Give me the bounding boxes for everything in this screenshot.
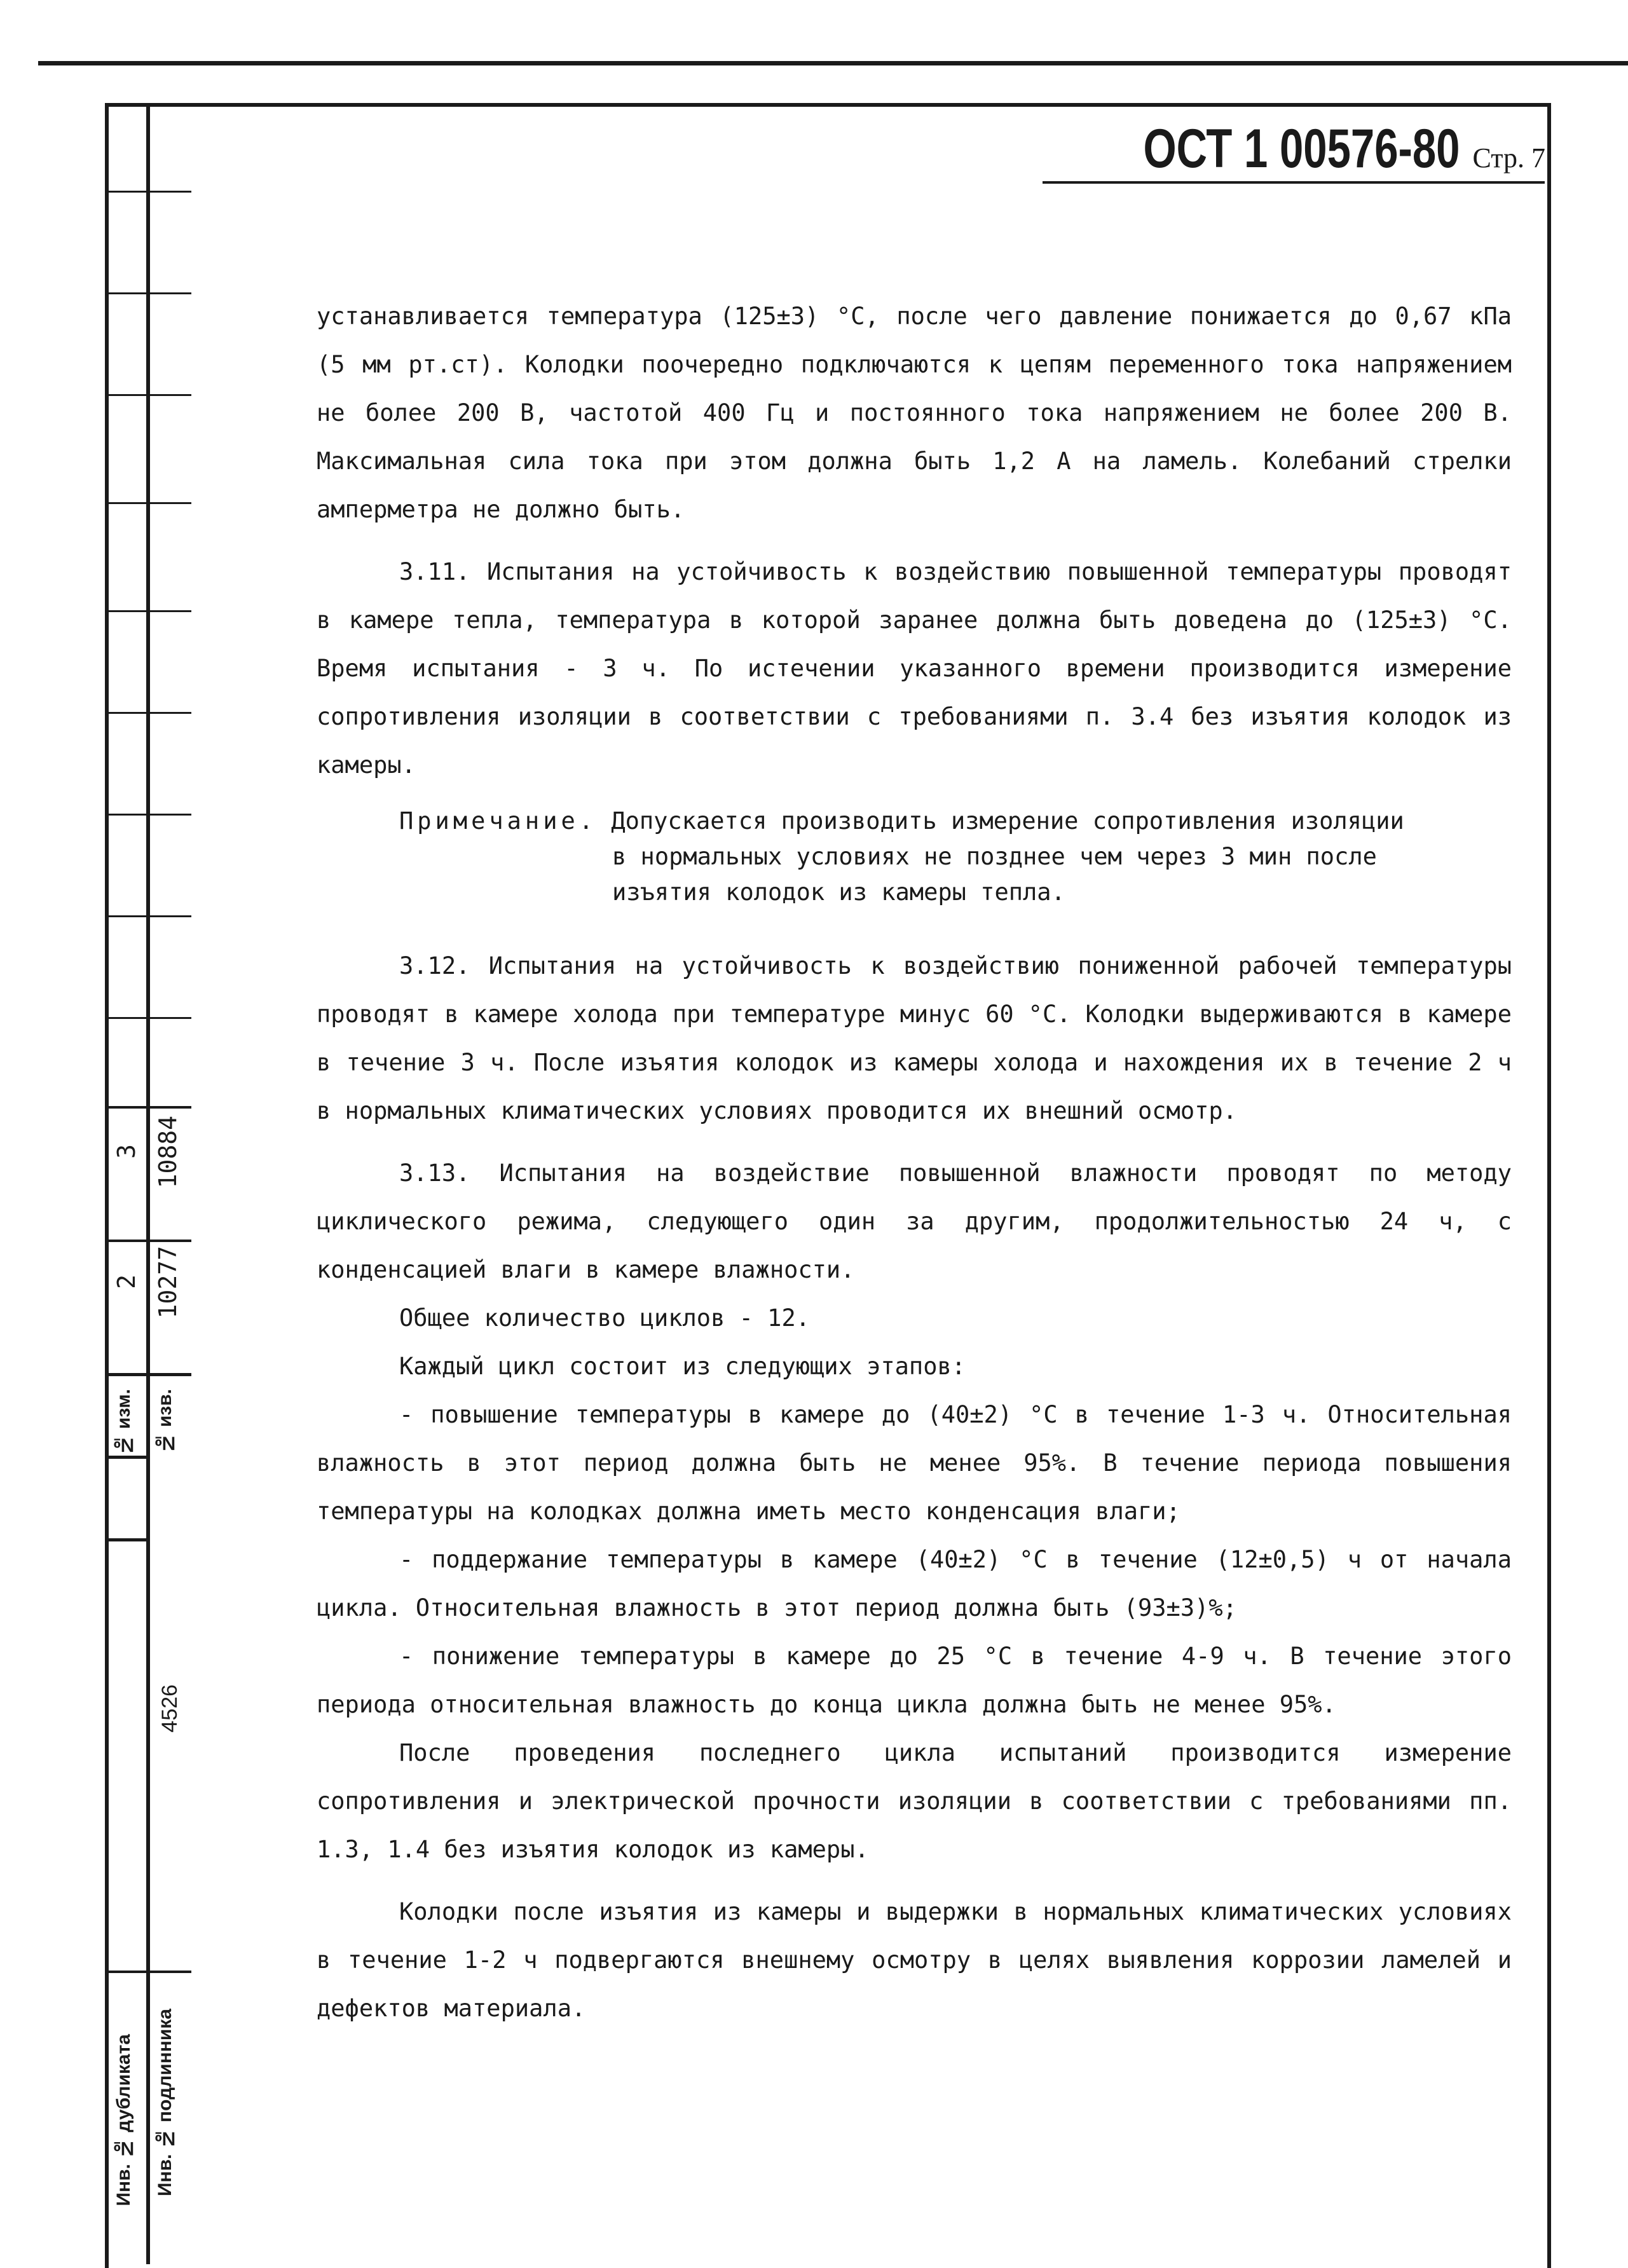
cycle-count: Общее количество циклов - 12. — [399, 1304, 811, 1332]
header-rule — [1043, 181, 1545, 184]
top-border-line — [38, 61, 1628, 65]
change-number: 3 — [113, 1144, 140, 1159]
strip-rule — [105, 191, 191, 193]
strip-rule — [105, 1017, 191, 1019]
strip-rule — [105, 1373, 191, 1376]
final-paragraph: Колодки после изъятия из камеры и выдержки в нормальных климатических условиях в течение 1-2 ч подвергаются внешнему осмотру в целях выявления коррозии ламелей и дефектов материала. — [317, 1898, 1512, 2022]
stage-item: - повышение температуры в камере до (40±2) °С в течение 1-3 ч. Относительная влажность в этот период должна быть не менее 95%. В течение периода повышения температуры на колодках должна иметь место конденсация влаги; — [317, 1401, 1512, 1525]
notice-no-label: № изв. — [154, 1389, 175, 1454]
document-code: ОСТ 1 00576-80 — [1143, 118, 1460, 179]
strip-rule — [105, 915, 191, 917]
change-no-label: № изм. — [113, 1389, 134, 1456]
section-3-13: 3.13. Испытания на воздействие повышенной влажности проводят по методу циклического режима, следующего один за другим, продолжительностью 24 ч, с конденсацией влаги в камере влажности. — [317, 1159, 1512, 1283]
notice-number: 10277 — [154, 1246, 182, 1319]
strip-rule — [105, 1538, 150, 1541]
section-3-11: 3.11. Испытания на устойчивость к воздействию повышенной температуры проводят в камере тепла, температура в которой заранее должна быть доведена до (125±3) °С. Время испытания - 3 ч. По истечении указанного времени производится измерение сопротивления изоляции в соответствии с требованиями п. 3.4 без изъятия колодок из камеры. — [317, 558, 1512, 779]
note-line: в нормальных условиях не позднее чем через 3 мин после — [612, 843, 1377, 870]
duplicate-inventory-label: Инв. № дубликата — [113, 2034, 134, 2206]
strip-rule — [105, 814, 191, 816]
strip-rule — [105, 610, 191, 612]
stage-item: - понижение температуры в камере до 25 °С в течение 4-9 ч. В течение этого периода относительная влажность до конца цикла должна быть не менее 95%. — [317, 1643, 1512, 1718]
note-line: изъятия колодок из камеры тепла. — [612, 878, 1065, 906]
document-body — [317, 292, 1512, 2047]
strip-line-outer-lower — [105, 1538, 109, 2237]
page-number: Стр. 7 — [1472, 142, 1545, 174]
strip-rule — [105, 1456, 150, 1459]
original-inventory-label: Инв. № подлинника — [154, 2009, 175, 2197]
note-label: Примечание. — [399, 807, 598, 835]
stage-item: - поддержание температуры в камере (40±2) °С в течение (12±0,5) ч от начала цикла. Относительная влажность в этот период должна быть (93±3)%; — [317, 1546, 1512, 1622]
strip-rule — [105, 1240, 191, 1242]
strip-rule — [105, 292, 191, 294]
page-header — [1054, 118, 1545, 181]
note-line: Допускается производить измерение сопротивления изоляции — [611, 807, 1404, 835]
paragraph-continuation: устанавливается температура (125±3) °С, после чего давление понижается до 0,67 кПа (5 мм рт.ст). Колодки поочередно подключаются к цепям переменного тока напряжением не более 200 В, частотой 400 Гц и постоянного тока напряжением не более 200 В. Максимальная сила тока при этом должна быть 1,2 А на ламель. Колебаний стрелки амперметра не должно быть. — [317, 303, 1512, 523]
strip-rule — [105, 1106, 191, 1109]
strip-rule — [105, 502, 191, 504]
strip-line-outer-upper — [105, 103, 109, 1457]
notice-number: 10884 — [154, 1116, 182, 1189]
change-number: 2 — [113, 1274, 140, 1289]
section-3-12: 3.12. Испытания на устойчивость к воздействию пониженной рабочей температуры проводят в камере холода при температуре минус 60 °С. Колодки выдерживаются в камере в течение 3 ч. После изъятия колодок из камеры холода и нахождения их в течение 2 ч в нормальных климатических условиях проводится их внешний осмотр. — [317, 952, 1512, 1124]
stages-intro: Каждый цикл состоит из следующих этапов: — [399, 1353, 966, 1380]
strip-rule — [105, 712, 191, 714]
strip-line-inner — [146, 103, 150, 2264]
note — [399, 803, 1512, 910]
strip-rule — [105, 394, 191, 396]
original-inventory-number: 4526 — [158, 1684, 182, 1733]
after-cycle-paragraph: После проведения последнего цикла испытаний производится измерение сопротивления и электрической прочности изоляции в соответствии с требованиями пп. 1.3, 1.4 без изъятия колодок из камеры. — [317, 1739, 1512, 1863]
strip-rule — [105, 1971, 191, 1973]
